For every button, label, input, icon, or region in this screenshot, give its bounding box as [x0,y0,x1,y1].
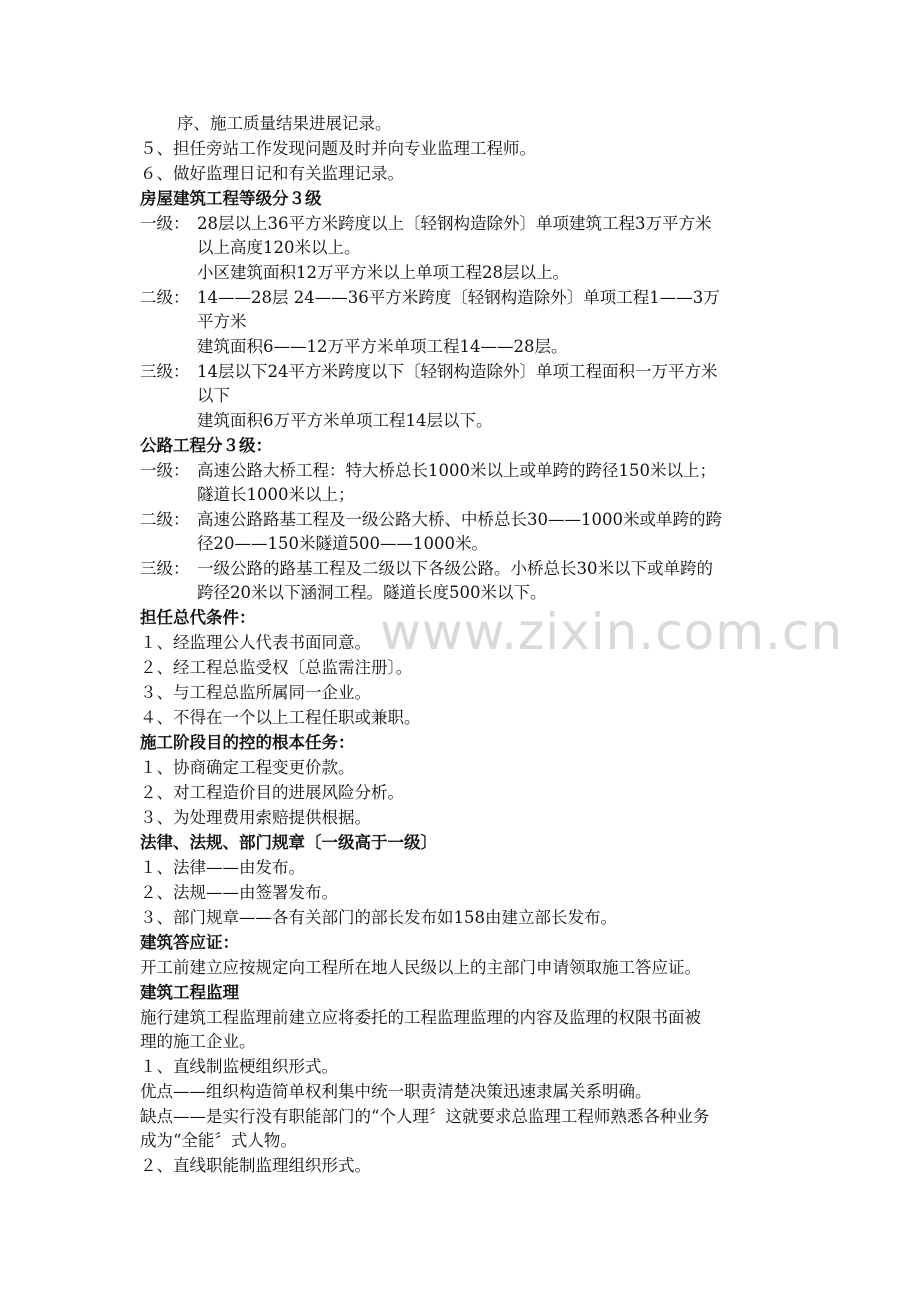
paragraph: 成为“全能〞式人物。 [140,1131,297,1150]
grade-label: 三级： [140,362,190,381]
text-line: 隧道长1000米以上； [197,485,355,504]
section-heading: 施工阶段目的控的根本任务： [140,733,355,752]
grade-label: 二级： [140,510,190,529]
text-line: 14层以下24平方米跨度以下〔轻钢构造除外〕单项工程面积一万平方米 [197,362,718,381]
text-line: 以上高度120米以上。 [197,238,361,257]
list-item: ３、为处理费用索赔提供根据。 [140,808,371,827]
text-line: 14——28层 24——36平方米跨度〔轻钢构造除外〕单项工程1——3万 [197,288,720,307]
section-heading: 房屋建筑工程等级分３级 [140,189,322,208]
paragraph: 开工前建立应按规定向工程所在地人民级以上的主部门申请领取施工答应证。 [140,958,701,977]
text-line: 高速公路大桥工程：特大桥总长1000米以上或单跨的跨径150米以上； [197,461,716,480]
list-item: ３、与工程总监所属同一企业。 [140,683,371,702]
watermark: www.zixin.com.cn [380,603,844,661]
paragraph: 优点——组织构造简单权利集中统一职责清楚决策迅速隶属关系明确。 [140,1082,652,1101]
grade-label: 三级： [140,559,190,578]
paragraph: 缺点——是实行没有职能部门的“个人理〞这就要求总监理工程师熟悉各种业务 [140,1107,710,1126]
paragraph: 施行建筑工程监理前建立应将委托的工程监理监理的内容及监理的权限书面被 [140,1008,701,1027]
text-line: 小区建筑面积12万平方米以上单项工程28层以上。 [197,263,569,282]
list-item: １、经监理公人代表书面同意。 [140,633,371,652]
section-heading: 建筑答应证： [140,933,239,952]
text-line: 建筑面积6万平方米单项工程14层以下。 [197,411,493,430]
text-line: 一级公路的路基工程及二级以下各级公路。小桥总长30米以下或单跨的 [197,559,713,578]
text-line: 平方米 [197,312,247,331]
list-item: ２、直线职能制监理组织形式。 [140,1156,371,1175]
list-item: ４、不得在一个以上工程任职或兼职。 [140,708,421,727]
paragraph: 理的施工企业。 [140,1032,256,1051]
grade-label: 一级： [140,214,190,233]
list-item: ２、法规——由签署发布。 [140,883,338,902]
list-item: １、法律——由发布。 [140,858,305,877]
section-heading: 担任总代条件： [140,608,256,627]
list-item: ２、经工程总监受权〔总监需注册〕。 [140,658,413,677]
list-item: ５、担任旁站工作发现问题及时并向专业监理工程师。 [140,139,536,158]
text-line: 高速公路路基工程及一级公路大桥、中桥总长30——1000米或单跨的跨 [197,510,722,529]
text-line: 径20——150米隧道500——1000米。 [197,534,488,553]
list-item: ６、做好监理日记和有关监理记录。 [140,164,404,183]
text-line: 建筑面积6——12万平方米单项工程14——28层。 [197,337,568,356]
section-heading: 建筑工程监理 [140,983,239,1002]
list-item: ２、对工程造价目的进展风险分析。 [140,783,404,802]
text-line: 以下 [197,386,230,405]
text-line: 跨径20米以下涵洞工程。隧道长度500米以下。 [197,583,547,602]
text-line: 28层以上36平方米跨度以上〔轻钢构造除外〕单项建筑工程3万平方米 [197,214,712,233]
grade-label: 一级： [140,461,190,480]
section-heading: 公路工程分３级： [140,436,272,455]
section-heading: 法律、法规、部门规章〔一级高于一级〕 [140,833,437,852]
list-item: ３、部门规章——各有关部门的部长发布如158由建立部长发布。 [140,908,617,927]
grade-label: 二级： [140,288,190,307]
list-item: １、协商确定工程变更价款。 [140,758,355,777]
text-line: 序、施工质量结果进展记录。 [177,114,392,133]
list-item: １、直线制监梗组织形式。 [140,1057,338,1076]
